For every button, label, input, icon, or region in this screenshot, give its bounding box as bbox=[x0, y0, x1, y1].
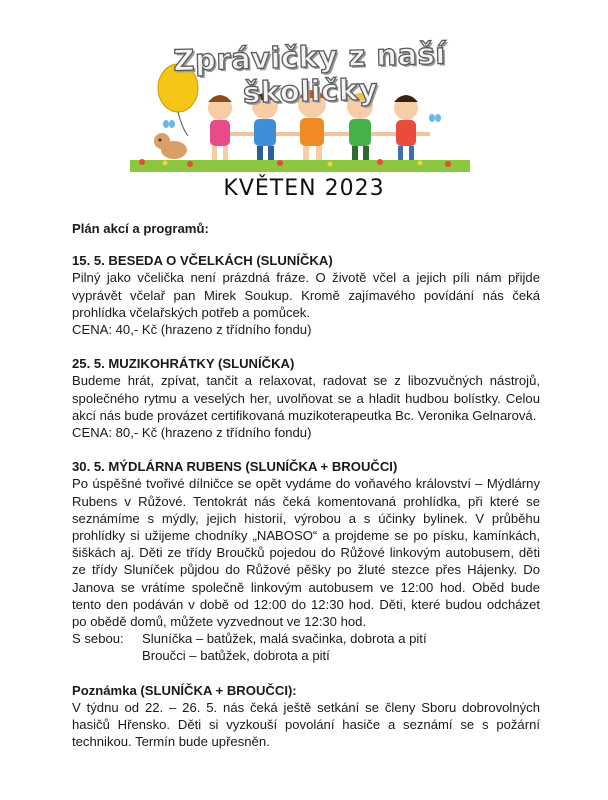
bring-label: S sebou: bbox=[72, 631, 124, 647]
note-section bbox=[72, 682, 540, 751]
note-title: Poznámka (SLUNÍČKA + BROUČCI): bbox=[72, 682, 297, 698]
event-description: Pilný jako včelička není prázdná fráze. O životě včel a jejich píli nám přijde vyprávět včelař pan Mirek Soukup. Kromě zajímavého povídání nás čeká prohlídka včelařských potřeb a pomůcek. bbox=[72, 270, 540, 320]
event-description: Budeme hrát, zpívat, tančit a relaxovat, radovat se z libozvučných nástrojů, společného rytmu a veselých her, uvolňovat se a hladit hudbou bolístky. Celou akcí nás bude provázet certifikovaná muzikoterapeutka Bc. Veronika Gelnarová. bbox=[72, 373, 540, 423]
bring-list bbox=[72, 630, 540, 664]
event-section-soap-factory bbox=[72, 458, 540, 664]
butterfly-icon bbox=[429, 114, 441, 122]
event-section-beekeeping bbox=[72, 252, 540, 338]
event-price: CENA: 80,- Kč (hrazeno z třídního fondu) bbox=[72, 425, 312, 441]
event-price: CENA: 40,- Kč (hrazeno z třídního fondu) bbox=[72, 322, 312, 338]
month-title: KVĚTEN 2023 bbox=[223, 176, 385, 201]
event-section-music bbox=[72, 355, 540, 441]
event-title: 15. 5. BESEDA O VČELKÁCH (SLUNÍČKA) bbox=[72, 253, 333, 269]
event-description: Po úspěšné tvořivé dílničce se opět vydáme do voňavého království – Mýdlárny Rubens v Růžové. Tentokrát nás čeká komentovaná prohlídka, při které se seznámíme s mýdly, jejich historií, výrobou a s účinky bylinek. V průběhu prohlídky si užijeme chodníky „NABOSO“ a projdeme se po písku, kamínkách, šiškách aj. Děti ze třídy Broučků pojedou do Růžové linkovým autobusem, děti ze třídy Sluníček půjdou do Růžové pěšky po žluté stezce přes Hájenky. Do Janova se vrátíme společně linkovým autobusem ve 12:00 hod. Oběd bude tento den podáván v době od 12:00 do 12:30 hod. Děti, které budou odcházet po obědě domů, můžete vyzvednout ve 12:30 hod. bbox=[72, 476, 540, 630]
butterfly-icon bbox=[163, 120, 175, 128]
bring-item: Broučci – batůžek, dobrota a pití bbox=[142, 648, 330, 664]
event-title: 25. 5. MUZIKOHRÁTKY (SLUNÍČKA) bbox=[72, 356, 295, 372]
plan-heading: Plán akcí a programů: bbox=[72, 221, 209, 236]
bring-item: Sluníčka – batůžek, malá svačinka, dobrota a pití bbox=[142, 631, 427, 647]
note-description: V týdnu od 22. – 26. 5. nás čeká ještě setkání se členy Sboru dobrovolných hasičů Hřensko. Děti si vyzkouší povolání hasiče a seznámí se s požární technikou. Termín bude upřesněn. bbox=[72, 699, 540, 750]
newsletter-content bbox=[72, 220, 540, 767]
newsletter-banner-title: Zprávičky z naší školičky bbox=[172, 36, 447, 110]
newsletter-header bbox=[0, 0, 608, 201]
dog-icon bbox=[154, 133, 187, 159]
event-title: 30. 5. MÝDLÁRNA RUBENS (SLUNÍČKA + BROUČCI) bbox=[72, 459, 398, 475]
